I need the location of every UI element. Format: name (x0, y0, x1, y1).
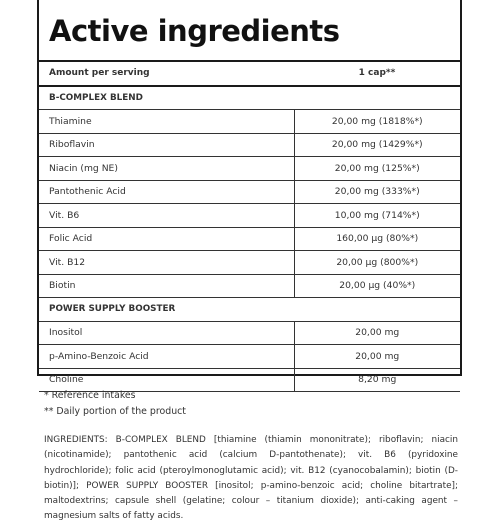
ingredient-name: Vit. B12 (39, 251, 294, 275)
nutrition-panel (37, 0, 462, 386)
ingredient-value: 20,00 µg (800%*) (294, 251, 460, 275)
header-serving-label: 1 cap** (294, 62, 460, 86)
ingredient-value: 160,00 µg (80%*) (294, 227, 460, 251)
page-title: Active ingredients (39, 0, 460, 62)
ingredient-name: Thiamine (39, 110, 294, 134)
section-row (39, 86, 460, 110)
table-row (39, 321, 460, 345)
ingredients-table (39, 62, 460, 392)
ingredient-name: Biotin (39, 274, 294, 298)
ingredient-name: Pantothenic Acid (39, 180, 294, 204)
header-amount-label: Amount per serving (39, 62, 294, 86)
ingredient-name: Inositol (39, 321, 294, 345)
table-header-row (39, 62, 460, 86)
ingredient-name: p-Amino-Benzoic Acid (39, 345, 294, 369)
section-label: B-COMPLEX BLEND (39, 86, 460, 110)
table-row (39, 345, 460, 369)
ingredient-value: 20,00 mg (125%*) (294, 157, 460, 181)
section-label: POWER SUPPLY BOOSTER (39, 298, 460, 322)
ingredient-value: 20,00 mg (1818%*) (294, 110, 460, 134)
ingredient-value: 20,00 mg (1429%*) (294, 133, 460, 157)
ingredient-value: 10,00 mg (714%*) (294, 204, 460, 228)
footnotes (44, 388, 186, 420)
table-row (39, 180, 460, 204)
table-row (39, 204, 460, 228)
ingredient-name: Vit. B6 (39, 204, 294, 228)
footnote-daily-portion: ** Daily portion of the product (44, 406, 186, 417)
table-row (39, 110, 460, 134)
ingredient-value: 20,00 µg (40%*) (294, 274, 460, 298)
ingredients-text: INGREDIENTS: B-COMPLEX BLEND [thiamine (thiamin mononitrate); riboflavin; niacin (nicotinamide); pantothenic acid (calcium D-pantothenate); vit. B6 (pyridoxine hydrochloride); folic acid (pteroylmonoglutamic acid); vit. B12 (cyanocobalamin); biotin (D-biotin)]; POWER SUPPLY BOOSTER [inositol; p-amino-benzoic acid; choline bitartrate]; maltodextrins; capsule shell (gelatine; colour – titanium dioxide); anti-caking agent – magnesium salts of fatty acids. (44, 435, 458, 522)
ingredient-value: 8,20 mg (294, 368, 460, 392)
ingredient-name: Riboflavin (39, 133, 294, 157)
table-row (39, 157, 460, 181)
ingredient-value: 20,00 mg (294, 345, 460, 369)
table-row (39, 227, 460, 251)
ingredient-value: 20,00 mg (333%*) (294, 180, 460, 204)
ingredient-value: 20,00 mg (294, 321, 460, 345)
table-row (39, 133, 460, 157)
table-row (39, 251, 460, 275)
table-row (39, 274, 460, 298)
ingredient-name: Niacin (mg NE) (39, 157, 294, 181)
section-row (39, 298, 460, 322)
ingredient-name: Choline (39, 368, 294, 392)
footnote-reference-intakes: * Reference intakes (44, 390, 136, 401)
ingredient-name: Folic Acid (39, 227, 294, 251)
